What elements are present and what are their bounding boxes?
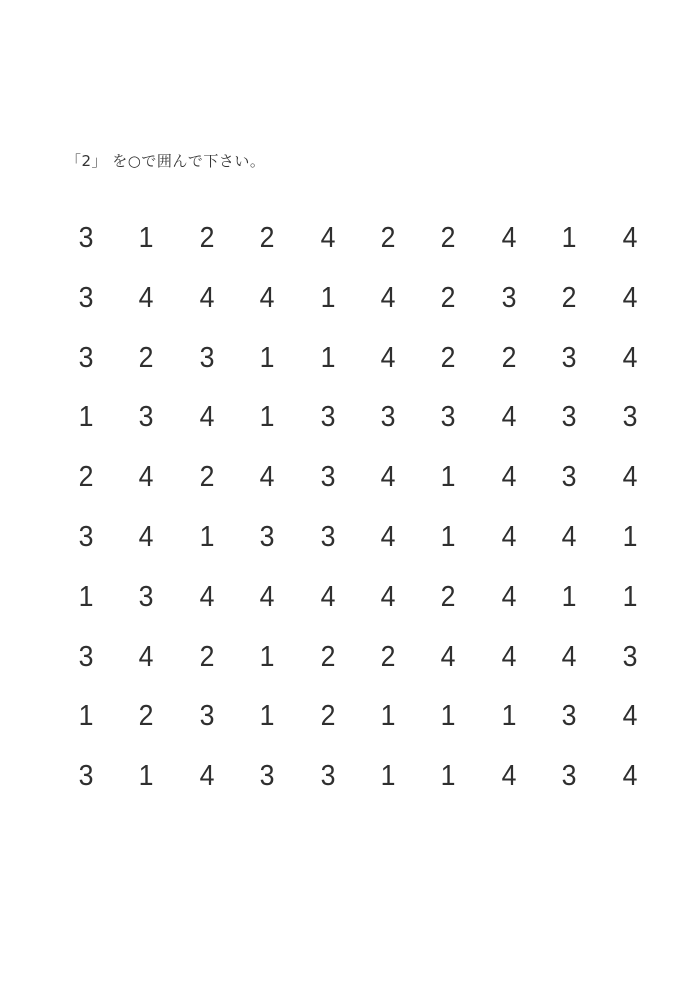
digit-cell[interactable]: 3 <box>561 401 577 434</box>
digit-cell[interactable]: 4 <box>501 580 517 613</box>
digit-cell[interactable]: 3 <box>78 640 94 673</box>
digit-cell[interactable]: 3 <box>380 401 396 434</box>
digit-cell[interactable]: 2 <box>199 461 215 494</box>
digit-cell[interactable]: 3 <box>78 281 94 314</box>
digit-cell[interactable]: 4 <box>199 401 215 434</box>
digit-cell[interactable]: 3 <box>78 521 94 553</box>
digit-cell[interactable]: 4 <box>259 281 275 314</box>
digit-cell[interactable]: 4 <box>501 222 517 254</box>
digit-cell[interactable]: 1 <box>259 401 275 434</box>
digit-cell[interactable]: 4 <box>199 580 215 613</box>
digit-cell[interactable]: 3 <box>320 521 336 553</box>
digit-cell[interactable]: 1 <box>440 461 456 494</box>
digit-cell[interactable]: 3 <box>440 401 456 434</box>
digit-cell[interactable]: 3 <box>320 401 336 434</box>
digit-cell[interactable]: 4 <box>622 461 638 494</box>
digit-cell[interactable]: 3 <box>138 580 154 613</box>
digit-cell[interactable]: 2 <box>320 640 336 673</box>
digit-cell[interactable]: 3 <box>138 401 154 434</box>
digit-cell[interactable]: 4 <box>199 281 215 314</box>
digit-cell[interactable]: 2 <box>259 222 275 254</box>
digit-cell[interactable]: 1 <box>78 580 94 613</box>
digit-cell[interactable]: 1 <box>138 760 154 793</box>
digit-cell[interactable]: 1 <box>561 580 577 613</box>
digit-cell[interactable]: 4 <box>622 281 638 314</box>
digit-cell[interactable]: 4 <box>501 521 517 553</box>
digit-cell[interactable]: 4 <box>501 640 517 673</box>
digit-cell[interactable]: 3 <box>259 521 275 553</box>
digit-cell[interactable]: 4 <box>380 461 396 494</box>
digit-cell[interactable]: 4 <box>380 580 396 613</box>
digit-cell[interactable]: 2 <box>78 461 94 494</box>
digit-cell[interactable]: 4 <box>440 640 456 673</box>
digit-cell[interactable]: 4 <box>138 640 154 673</box>
digit-cell[interactable]: 3 <box>320 461 336 494</box>
digit-cell[interactable]: 4 <box>622 760 638 793</box>
digit-cell[interactable]: 4 <box>501 461 517 494</box>
digit-cell[interactable]: 3 <box>320 760 336 793</box>
digit-cell[interactable]: 1 <box>259 341 275 374</box>
digit-cell[interactable]: 1 <box>622 580 638 613</box>
digit-cell[interactable]: 4 <box>561 521 577 553</box>
digit-cell[interactable]: 1 <box>199 521 215 553</box>
digit-cell[interactable]: 1 <box>259 700 275 733</box>
digit-cell[interactable]: 2 <box>440 281 456 314</box>
digit-cell[interactable]: 2 <box>320 700 336 733</box>
digit-cell[interactable]: 1 <box>320 341 336 374</box>
digit-cell[interactable]: 1 <box>561 222 577 254</box>
digit-cell[interactable]: 3 <box>501 281 517 314</box>
digit-cell[interactable]: 2 <box>199 222 215 254</box>
digit-cell[interactable]: 3 <box>622 401 638 434</box>
digit-cell[interactable]: 4 <box>380 521 396 553</box>
digit-cell[interactable]: 4 <box>259 580 275 613</box>
digit-cell[interactable]: 1 <box>320 281 336 314</box>
instruction-text: 「2」 を○で囲んで下さい。 <box>66 152 266 170</box>
digit-cell[interactable]: 1 <box>622 521 638 553</box>
digit-cell[interactable]: 4 <box>320 580 336 613</box>
digit-cell[interactable]: 4 <box>622 341 638 374</box>
digit-cell[interactable]: 2 <box>380 640 396 673</box>
digit-cell[interactable]: 2 <box>440 580 456 613</box>
digit-cell[interactable]: 2 <box>561 281 577 314</box>
digit-cell[interactable]: 4 <box>380 341 396 374</box>
digit-cell[interactable]: 1 <box>138 222 154 254</box>
digit-cell[interactable]: 3 <box>622 640 638 673</box>
digit-cell[interactable]: 1 <box>78 401 94 434</box>
digit-cell[interactable]: 4 <box>199 760 215 793</box>
digit-cell[interactable]: 3 <box>561 700 577 733</box>
digit-cell[interactable]: 4 <box>138 281 154 314</box>
digit-cell[interactable]: 3 <box>78 760 94 793</box>
digit-cell[interactable]: 3 <box>259 760 275 793</box>
digit-cell[interactable]: 2 <box>199 640 215 673</box>
digit-cell[interactable]: 4 <box>138 461 154 494</box>
digit-cell[interactable]: 4 <box>561 640 577 673</box>
digit-cell[interactable]: 3 <box>561 461 577 494</box>
digit-cell[interactable]: 4 <box>501 401 517 434</box>
digit-cell[interactable]: 2 <box>138 341 154 374</box>
digit-cell[interactable]: 3 <box>78 222 94 254</box>
digit-cell[interactable]: 1 <box>440 760 456 793</box>
digit-cell[interactable]: 3 <box>561 341 577 374</box>
digit-cell[interactable]: 1 <box>440 521 456 553</box>
digit-cell[interactable]: 2 <box>380 222 396 254</box>
digit-cell[interactable]: 3 <box>199 700 215 733</box>
digit-cell[interactable]: 1 <box>380 760 396 793</box>
digit-cell[interactable]: 4 <box>622 222 638 254</box>
digit-cell[interactable]: 1 <box>259 640 275 673</box>
digit-cell[interactable]: 1 <box>78 700 94 733</box>
digit-cell[interactable]: 2 <box>501 341 517 374</box>
digit-cell[interactable]: 1 <box>440 700 456 733</box>
digit-cell[interactable]: 2 <box>440 222 456 254</box>
digit-cell[interactable]: 4 <box>622 700 638 733</box>
digit-cell[interactable]: 2 <box>440 341 456 374</box>
digit-cell[interactable]: 4 <box>501 760 517 793</box>
digit-cell[interactable]: 4 <box>138 521 154 553</box>
digit-cell[interactable]: 1 <box>380 700 396 733</box>
digit-cell[interactable]: 1 <box>501 700 517 733</box>
digit-cell[interactable]: 4 <box>380 281 396 314</box>
digit-cell[interactable]: 3 <box>561 760 577 793</box>
digit-cell[interactable]: 3 <box>78 341 94 374</box>
digit-cell[interactable]: 4 <box>320 222 336 254</box>
digit-cell[interactable]: 4 <box>259 461 275 494</box>
digit-cell[interactable]: 2 <box>138 700 154 733</box>
digit-cell[interactable]: 3 <box>199 341 215 374</box>
